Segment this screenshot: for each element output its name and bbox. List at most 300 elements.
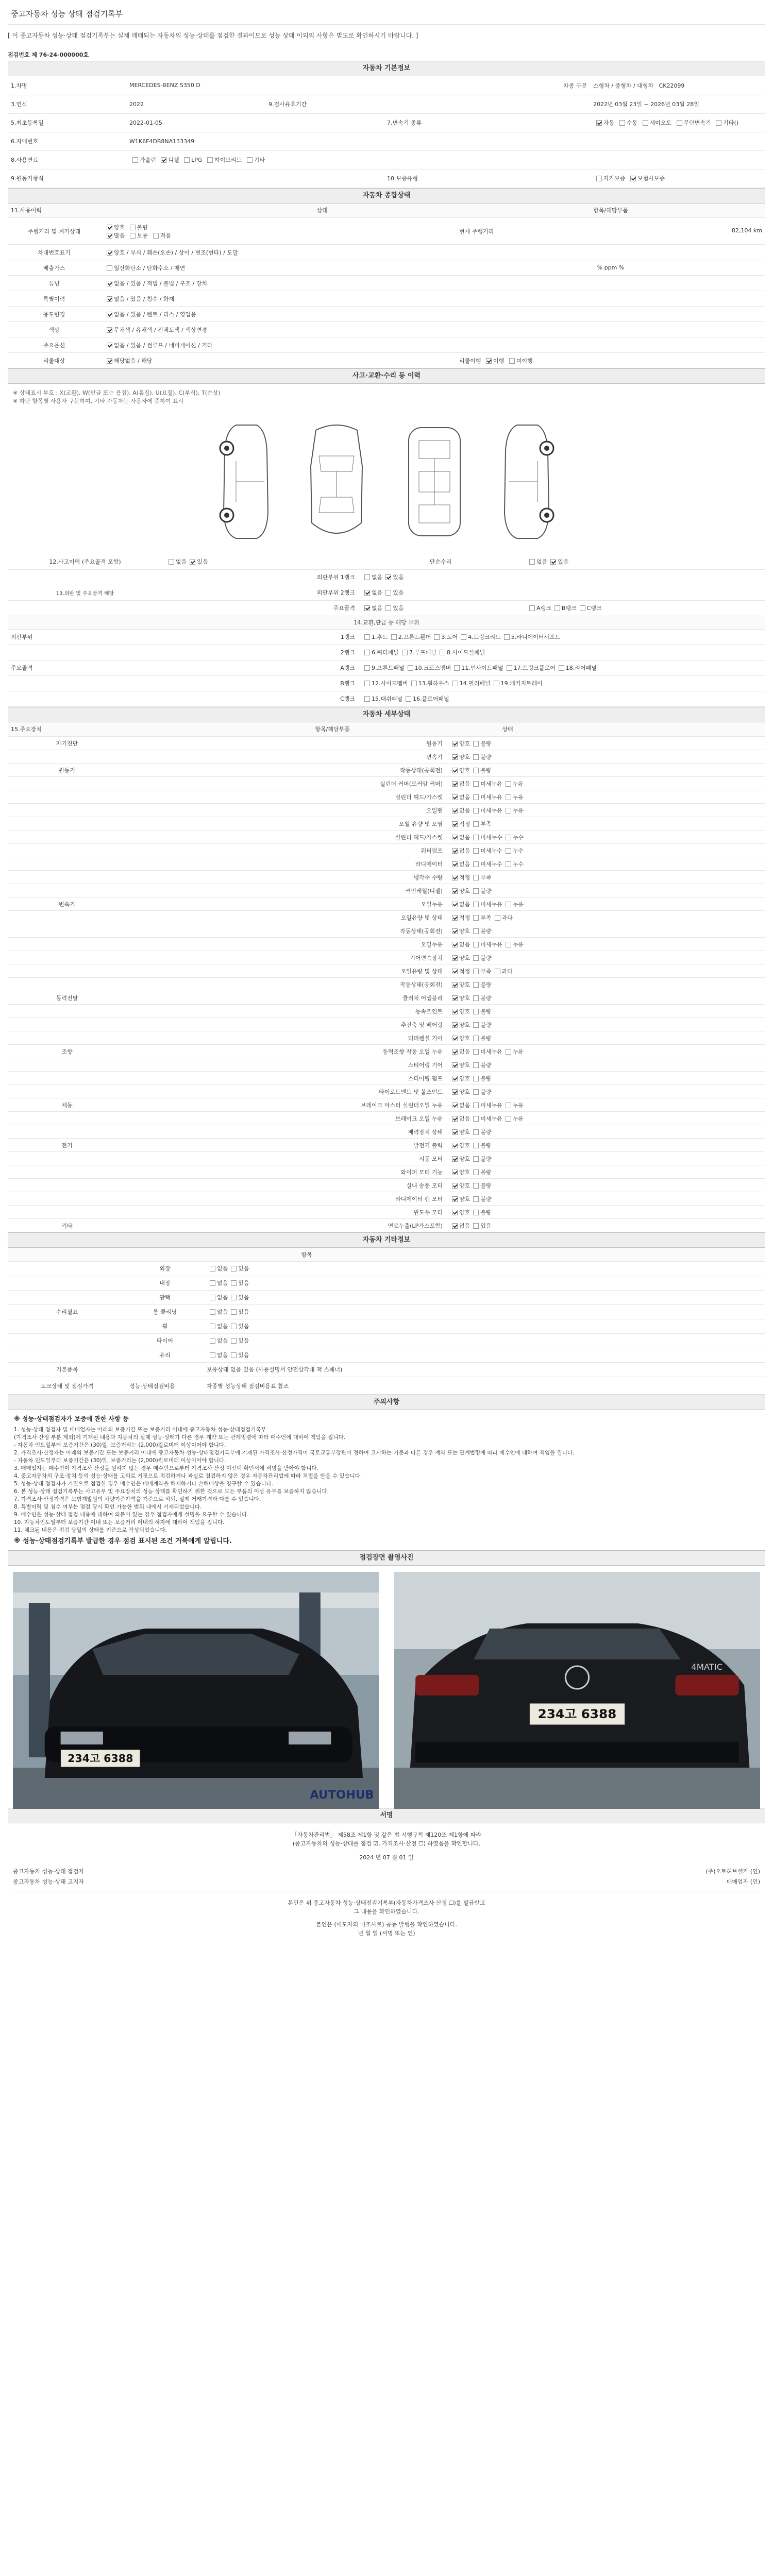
caution-line: 7. 가격조사·산정가격은 보험개발원의 차량기준가액을 기준으로 하되, 실제 거래가격과 다를 수 있습니다. bbox=[14, 1496, 261, 1502]
detail-state-checkbox[interactable] bbox=[473, 1223, 479, 1229]
detail-state-option: 부족 bbox=[480, 914, 492, 921]
other-state-checkbox[interactable] bbox=[210, 1280, 215, 1286]
detail-state-option: 없음 bbox=[459, 793, 470, 801]
detail-state-checkbox[interactable] bbox=[452, 768, 458, 773]
other-item-label: 휠 bbox=[126, 1319, 204, 1333]
other-state-checkbox[interactable] bbox=[231, 1352, 237, 1358]
caution-line: 8. 특별이력 및 침수 여부는 점검 당시 확인 가능한 범위 내에서 기재되었습니다. bbox=[14, 1504, 202, 1510]
detail-state-option: 누유 bbox=[512, 1115, 524, 1122]
detail-state-checkbox[interactable] bbox=[473, 955, 479, 961]
detail-item-state bbox=[446, 1005, 569, 1018]
sign-date: 2024 년 07 월 01 일 bbox=[359, 1854, 414, 1861]
other-item-state bbox=[204, 1261, 410, 1276]
section-caution: 주의사항 bbox=[8, 1395, 765, 1410]
detail-state-option: 불량 bbox=[480, 740, 492, 747]
detail-state-checkbox[interactable] bbox=[473, 928, 479, 934]
detail-state-option: 불량 bbox=[480, 1021, 492, 1028]
basic-items-value: 보유상태 없음 있음 (사용설명서 안전삼각대 잭 스패너) bbox=[204, 1363, 765, 1377]
detail-row bbox=[8, 857, 765, 871]
basic-info-table bbox=[8, 76, 765, 188]
repair-needed-label: 수리필요 bbox=[8, 1304, 126, 1319]
front-brand-text: AUTOHUB bbox=[310, 1788, 374, 1802]
other-state-option: 없음 bbox=[217, 1309, 228, 1315]
detail-state-option: 불량 bbox=[480, 767, 492, 774]
detail-group-label: 변속기 bbox=[8, 897, 126, 911]
fuel-gasoline-checkbox[interactable] bbox=[132, 157, 138, 163]
detail-state-option: 양호 bbox=[459, 1075, 470, 1082]
detail-state-option: 불량 bbox=[480, 1168, 492, 1176]
damage-diagram bbox=[8, 384, 765, 554]
other-state-checkbox[interactable] bbox=[210, 1309, 215, 1315]
detail-state-checkbox[interactable] bbox=[452, 835, 458, 840]
rank2-label: 외판부위 2랭크 bbox=[162, 585, 358, 600]
detail-state-checkbox[interactable] bbox=[473, 1089, 479, 1095]
detail-state-checkbox[interactable] bbox=[452, 1183, 458, 1189]
fuel-etc-checkbox[interactable] bbox=[247, 157, 253, 163]
detail-state-checkbox[interactable] bbox=[452, 1076, 458, 1081]
caution-line: 2. 가격조사·산정자는 아래의 보증기간 또는 보증거리 이내에 중고자동차 성능·상태점검기록부에 기재된 가격조사·산정가격이 국토교통부장관이 정하여 고시하는 기준과 다른 경우 계약 또는 관계법령에 따라 매수인에 대하여 책임을 집니다. bbox=[14, 1450, 575, 1456]
detail-state-checkbox[interactable] bbox=[473, 754, 479, 760]
detail-state-checkbox[interactable] bbox=[452, 848, 458, 854]
detail-state-checkbox[interactable] bbox=[473, 1103, 479, 1108]
caution-lines bbox=[14, 1426, 759, 1534]
other-state-checkbox[interactable] bbox=[210, 1338, 215, 1344]
other-item-state bbox=[204, 1276, 410, 1290]
detail-item-label: 오일팬 bbox=[219, 804, 446, 817]
other-item-state bbox=[204, 1304, 410, 1319]
detail-row bbox=[8, 1005, 765, 1018]
engine-type-label: 9.원동기형식 bbox=[8, 169, 126, 188]
detail-state-checkbox[interactable] bbox=[473, 1062, 479, 1068]
detail-state-option: 없음 bbox=[459, 1101, 470, 1109]
detail-item-label: 기어변속장치 bbox=[219, 951, 446, 964]
detail-item-state bbox=[446, 964, 569, 978]
detail-state-checkbox[interactable] bbox=[506, 808, 511, 814]
fuel-diesel-checkbox[interactable] bbox=[161, 157, 166, 163]
front-car-photo-image bbox=[13, 1572, 379, 1809]
detail-state-checkbox[interactable] bbox=[473, 915, 479, 921]
detail-state-checkbox[interactable] bbox=[473, 768, 479, 773]
detail-state-checkbox[interactable] bbox=[473, 835, 479, 840]
caution-closing: ※ 성능·상태점검기록부 발급한 경우 점검 표시된 조건 거북에게 알립니다. bbox=[14, 1537, 232, 1545]
detail-row bbox=[8, 1152, 765, 1165]
other-item-state bbox=[204, 1319, 410, 1333]
detail-item-label: 스티어링 펌프 bbox=[219, 1072, 446, 1085]
detail-row bbox=[8, 1165, 765, 1179]
detail-state-checkbox[interactable] bbox=[452, 982, 458, 988]
detail-state-checkbox[interactable] bbox=[452, 875, 458, 880]
detail-state-option: 불량 bbox=[480, 887, 492, 894]
detail-item-state bbox=[446, 991, 569, 1005]
transmission-etc-checkbox[interactable] bbox=[716, 120, 721, 126]
receipt-line-4: 년 월 일 (서명 또는 인) bbox=[358, 1930, 415, 1937]
detail-state-checkbox[interactable] bbox=[452, 928, 458, 934]
detail-state-checkbox[interactable] bbox=[452, 888, 458, 894]
detail-item-state bbox=[446, 951, 569, 964]
recall-label: 리콜대상 bbox=[8, 353, 100, 368]
detail-item-label: 타이로드엔드 및 볼조인트 bbox=[219, 1085, 446, 1098]
detail-row bbox=[8, 1085, 765, 1098]
detail-state-option: 양호 bbox=[459, 767, 470, 774]
detail-state-checkbox[interactable] bbox=[473, 1049, 479, 1055]
detail-state-checkbox[interactable] bbox=[473, 995, 479, 1001]
detail-state-checkbox[interactable] bbox=[452, 1062, 458, 1068]
car-code: CK22099 bbox=[659, 82, 685, 89]
detail-state-checkbox[interactable] bbox=[452, 741, 458, 747]
transmission-cvt-checkbox[interactable] bbox=[677, 120, 682, 126]
recall-notdone-checkbox[interactable] bbox=[509, 358, 515, 364]
detail-state-checkbox[interactable] bbox=[506, 1116, 511, 1122]
fuel-lpg-checkbox[interactable] bbox=[184, 157, 190, 163]
detail-state-checkbox[interactable] bbox=[452, 969, 458, 974]
detail-state-checkbox[interactable] bbox=[452, 1170, 458, 1175]
outer-panel-group: 외판부위 bbox=[8, 629, 162, 645]
detail-state-checkbox[interactable] bbox=[452, 955, 458, 961]
detail-row bbox=[8, 911, 765, 924]
detail-state-checkbox[interactable] bbox=[473, 902, 479, 907]
detail-state-checkbox[interactable] bbox=[473, 1143, 479, 1148]
warranty-self-checkbox[interactable] bbox=[596, 176, 602, 181]
detail-state-option: 불량 bbox=[480, 1035, 492, 1042]
detail-state-checkbox[interactable] bbox=[452, 995, 458, 1001]
detail-item-label: 디퍼렌셜 기어 bbox=[219, 1031, 446, 1045]
detail-state-checkbox[interactable] bbox=[452, 902, 458, 907]
price-value: 차종별 성능상태 점검비용표 참조 bbox=[204, 1377, 765, 1395]
accident-none-checkbox[interactable] bbox=[169, 559, 174, 565]
front-plate-text: 234고 6388 bbox=[68, 1752, 133, 1765]
detail-state-checkbox[interactable] bbox=[506, 942, 511, 947]
detail-state-checkbox[interactable] bbox=[473, 942, 479, 947]
detail-state-checkbox[interactable] bbox=[495, 969, 500, 974]
detail-state-checkbox[interactable] bbox=[452, 808, 458, 814]
detail-row bbox=[8, 1179, 765, 1192]
detail-state-option: 없음 bbox=[459, 941, 470, 948]
other-state-checkbox[interactable] bbox=[231, 1324, 237, 1329]
other-state-checkbox[interactable] bbox=[231, 1266, 237, 1272]
detail-state-option: 과다 bbox=[501, 968, 513, 975]
detail-state-option: 누유 bbox=[512, 807, 524, 814]
transmission-options: 자동 수동 세미오토 무단변속기 기타() bbox=[590, 113, 765, 132]
legend-line-2: ※ 하단 항목별 사용자 구분하며, 기타 자동차는 사용자에 준하여 표시 bbox=[13, 398, 184, 404]
recall-done-checkbox[interactable] bbox=[486, 358, 492, 364]
other-state-option: 있음 bbox=[238, 1265, 249, 1272]
detail-state-checkbox[interactable] bbox=[452, 781, 458, 787]
detail-state-checkbox[interactable] bbox=[506, 1103, 511, 1108]
detail-state-option: 양호 bbox=[459, 1142, 470, 1149]
detail-state-checkbox[interactable] bbox=[473, 1183, 479, 1189]
other-state-option: 없음 bbox=[217, 1265, 228, 1272]
detail-item-state bbox=[446, 1085, 569, 1098]
detail-state-checkbox[interactable] bbox=[473, 1036, 479, 1041]
accident-yes-checkbox[interactable] bbox=[190, 559, 195, 565]
other-state-checkbox[interactable] bbox=[210, 1324, 215, 1329]
accident-history-table: 12.사고이력 (주요골격 포함) 없음 있음 단순수리 없음 있음 외판부위 1랭크 없음 있음 13.외판 및 주요골격 해당 외판부위 2랭크 없음 있음 주요골격 없음 있음 A랭크 B랭크 C랭크 14.교환,판금 등 해당 부위 외판부위 1랭크 1.후드 2.프론트휀더 3.도어 4.트렁크리드 5.라디에이터서포트 2랭크 6.쿼터패널 7.루프패널 8.사이드실패널 주요골격 A랭크 9.프론트패널 10.크로스멤버 11.인사이드패널 17.트렁크플로어 18.리어패널 B랭크 12.사이드멤버 13.휠하우스 14.필러패널 19.패키지트레이 C랭크 15.대쉬패널 16.플로어패널 bbox=[8, 554, 765, 707]
repair-none-checkbox[interactable] bbox=[529, 559, 535, 565]
warranty-insurer-checkbox[interactable] bbox=[630, 176, 636, 181]
mileage-few-checkbox[interactable] bbox=[153, 233, 159, 239]
other-state-option: 있음 bbox=[238, 1337, 249, 1344]
detail-item-label: 라디에이터 팬 모터 bbox=[219, 1192, 446, 1206]
section-other-info: 자동차 기타정보 bbox=[8, 1232, 765, 1248]
rank1-label: 외판부위 1랭크 bbox=[162, 569, 358, 585]
detail-row bbox=[8, 1219, 765, 1232]
other-item-label: 외장 bbox=[126, 1261, 204, 1276]
detail-state-option: 미세누유 bbox=[480, 1048, 502, 1055]
detail-item-state bbox=[446, 897, 569, 911]
other-state-checkbox[interactable] bbox=[231, 1338, 237, 1344]
detail-state-option: 적정 bbox=[459, 874, 470, 881]
detail-state-checkbox[interactable] bbox=[452, 821, 458, 827]
mileage-label: 주행거리 및 계기상태 bbox=[8, 218, 100, 245]
detail-state-option: 누수 bbox=[512, 847, 524, 854]
detail-state-option: 불량 bbox=[480, 1195, 492, 1202]
price-label: 토크상태 및 점검가격 bbox=[8, 1377, 126, 1395]
detail-row bbox=[8, 884, 765, 897]
other-state-checkbox[interactable] bbox=[210, 1266, 215, 1272]
detail-state-checkbox[interactable] bbox=[473, 969, 479, 974]
mileage-many-checkbox[interactable] bbox=[107, 233, 112, 239]
detail-state-option: 누수 bbox=[512, 860, 524, 868]
section-accident: 사고·교환·수리 등 이력 bbox=[8, 368, 765, 384]
other-info-row bbox=[8, 1304, 765, 1319]
detail-row bbox=[8, 1058, 765, 1072]
fuel-hybrid-checkbox[interactable] bbox=[207, 157, 213, 163]
other-item-label: 타이어 bbox=[126, 1333, 204, 1348]
detail-state-checkbox[interactable] bbox=[452, 1049, 458, 1055]
emission-units: % ppm % bbox=[456, 260, 765, 276]
detail-state-checkbox[interactable] bbox=[506, 781, 511, 787]
detail-state-option: 없음 bbox=[459, 1222, 470, 1229]
detail-state-option: 양호 bbox=[459, 1128, 470, 1136]
other-state-checkbox[interactable] bbox=[231, 1295, 237, 1300]
detail-row bbox=[8, 991, 765, 1005]
caution-line: 10. 자동차인도일부터 보증기간 이내 또는 보증거리 이내의 하자에 대하여 책임을 집니다. bbox=[14, 1519, 225, 1526]
detail-state-checkbox[interactable] bbox=[473, 821, 479, 827]
price-note: 성능·상태점검비용 bbox=[126, 1377, 204, 1395]
detail-state-option: 불량 bbox=[480, 1155, 492, 1162]
detail-state-checkbox[interactable] bbox=[473, 861, 479, 867]
detail-state-checkbox[interactable] bbox=[473, 848, 479, 854]
caution-line: 5. 성능·상태 점검자가 거짓으로 점검한 경우 매수인은 매매계약을 해제하거나 손해배상을 청구할 수 있습니다. bbox=[14, 1481, 274, 1487]
detail-state-checkbox[interactable] bbox=[506, 861, 511, 867]
other-state-option: 있음 bbox=[238, 1323, 249, 1330]
section-general-status: 자동차 종합상태 bbox=[8, 188, 765, 204]
detail-state-option: 미세누유 bbox=[480, 941, 502, 948]
vin-mark-state: 양호 / 부식 / 훼손(오손) / 상이 / 변조(변타) / 도말 bbox=[100, 245, 456, 260]
transmission-manual-checkbox[interactable] bbox=[619, 120, 625, 126]
car-underbody-icon bbox=[396, 420, 473, 544]
detail-state-checkbox[interactable] bbox=[473, 875, 479, 880]
other-state-option: 없음 bbox=[217, 1352, 228, 1359]
detail-item-label: 추진축 및 베어링 bbox=[219, 1018, 446, 1031]
detail-state-option: 없음 bbox=[459, 807, 470, 814]
detail-state-option: 미세누유 bbox=[480, 807, 502, 814]
transmission-auto-checkbox[interactable] bbox=[596, 120, 602, 126]
detail-state-checkbox[interactable] bbox=[506, 835, 511, 840]
detail-state-checkbox[interactable] bbox=[473, 1210, 479, 1215]
other-state-checkbox[interactable] bbox=[210, 1352, 215, 1358]
usage-change-label: 용도변경 bbox=[8, 307, 100, 322]
front-photo bbox=[13, 1572, 379, 1809]
detail-state-checkbox[interactable] bbox=[452, 1103, 458, 1108]
detail-state-option: 양호 bbox=[459, 1008, 470, 1015]
detail-state-checkbox[interactable] bbox=[473, 1196, 479, 1202]
detail-state-option: 적정 bbox=[459, 820, 470, 827]
legend-line-1: ※ 상태표시 부호 : X(교환), W(판금 또는 용접), A(흠집), U(요철), C(부식), T(손상) bbox=[13, 389, 221, 396]
first-reg-value: 2022-01-05 bbox=[126, 113, 265, 132]
detail-item-state bbox=[446, 1018, 569, 1031]
detail-state-checkbox[interactable] bbox=[506, 794, 511, 800]
receipt-line-1: 본인은 위 중고자동차 성능·상태점검기록부(자동차가격조사·산정 ☐)를 발급받고 bbox=[288, 1900, 485, 1906]
detail-state-checkbox[interactable] bbox=[473, 982, 479, 988]
detail-item-state bbox=[446, 1098, 569, 1112]
detail-state-checkbox[interactable] bbox=[452, 1210, 458, 1215]
detail-state-checkbox[interactable] bbox=[452, 1116, 458, 1122]
rear-photo bbox=[394, 1572, 760, 1809]
detail-state-checkbox[interactable] bbox=[452, 1143, 458, 1148]
color-label: 색상 bbox=[8, 322, 100, 337]
gauge-bad-checkbox[interactable] bbox=[130, 225, 136, 230]
detail-state-checkbox[interactable] bbox=[473, 888, 479, 894]
detail-item-label: 브레이크 오일 누유 bbox=[219, 1112, 446, 1125]
special-history-state: 없음 / 있음 / 침수 / 화재 bbox=[100, 291, 456, 307]
detail-state-checkbox[interactable] bbox=[473, 1156, 479, 1162]
rear-plate-text: 234고 6388 bbox=[537, 1706, 617, 1721]
other-state-checkbox[interactable] bbox=[231, 1309, 237, 1315]
detail-state-checkbox[interactable] bbox=[452, 861, 458, 867]
detail-state-checkbox[interactable] bbox=[473, 1170, 479, 1175]
car-class-label: 차종 구분 bbox=[523, 76, 590, 95]
detail-state-checkbox[interactable] bbox=[473, 1076, 479, 1081]
detail-state-checkbox[interactable] bbox=[452, 1156, 458, 1162]
caution-line: 1. 성능·상태 점검자 및 매매업자는 아래의 보증기간 또는 보증거리 이내에 중고자동차 성능·상태점검기록부 bbox=[14, 1427, 266, 1433]
detail-state-option: 미세누수 bbox=[480, 860, 502, 868]
detail-row bbox=[8, 964, 765, 978]
notice-text: [ 이 중고자동차 성능·상태 점검기록부는 실제 매매되는 자동차의 성능·상태를 점검한 결과이므로 성능 상태 이외의 사항은 별도로 확인하시기 바랍니다. ] bbox=[8, 32, 418, 39]
detail-state-option: 누유 bbox=[512, 1101, 524, 1109]
detail-row bbox=[8, 844, 765, 857]
detail-item-state bbox=[446, 1045, 569, 1058]
other-info-row bbox=[8, 1319, 765, 1333]
detail-state-option: 누수 bbox=[512, 834, 524, 841]
detail-state-option: 불량 bbox=[480, 927, 492, 935]
detail-group-label: 자기진단 bbox=[8, 737, 126, 750]
detail-state-checkbox[interactable] bbox=[473, 808, 479, 814]
emission-label: 배출가스 bbox=[8, 260, 100, 276]
detail-item-state bbox=[446, 831, 569, 844]
detail-item-label: 연료누출(LP가스포함) bbox=[219, 1219, 446, 1232]
detail-state-option: 양호 bbox=[459, 954, 470, 961]
other-info-row bbox=[8, 1333, 765, 1348]
transmission-semi-checkbox[interactable] bbox=[643, 120, 648, 126]
detail-item-state bbox=[446, 1192, 569, 1206]
mileage-normal-checkbox[interactable] bbox=[130, 233, 136, 239]
detail-state-option: 미세누유 bbox=[480, 1115, 502, 1122]
rear-badge-text: 4MATIC bbox=[691, 1662, 723, 1672]
car-left-side-icon bbox=[215, 420, 277, 544]
detail-state-checkbox[interactable] bbox=[452, 1089, 458, 1095]
detail-state-checkbox[interactable] bbox=[452, 1036, 458, 1041]
detail-state-checkbox[interactable] bbox=[452, 915, 458, 921]
detail-state-option: 양호 bbox=[459, 1021, 470, 1028]
detail-state-checkbox[interactable] bbox=[473, 794, 479, 800]
detail-item-label: 와이퍼 모터 기능 bbox=[219, 1165, 446, 1179]
detail-state-checkbox[interactable] bbox=[473, 1116, 479, 1122]
car-name-value: MERCEDES-BENZ S350 D bbox=[126, 76, 265, 95]
detail-row bbox=[8, 1018, 765, 1031]
receipt-line-3: 본인은 (매도자의 미조사로) 공동 발행을 확인하였습니다. bbox=[316, 1921, 457, 1928]
detail-state-option: 누유 bbox=[512, 780, 524, 787]
gauge-good-checkbox[interactable] bbox=[107, 225, 112, 230]
rear-car-photo-image bbox=[394, 1572, 760, 1809]
detail-state-checkbox[interactable] bbox=[506, 848, 511, 854]
detail-row bbox=[8, 1112, 765, 1125]
detail-state-checkbox[interactable] bbox=[495, 915, 500, 921]
transmission-label: 7.변속기 종류 bbox=[384, 113, 523, 132]
detail-row bbox=[8, 764, 765, 777]
detail-item-state bbox=[446, 737, 569, 750]
detail-state-checkbox[interactable] bbox=[452, 1009, 458, 1014]
detail-state-checkbox[interactable] bbox=[452, 1129, 458, 1135]
detail-state-checkbox[interactable] bbox=[452, 1022, 458, 1028]
detail-row bbox=[8, 1192, 765, 1206]
detail-state-option: 양호 bbox=[459, 994, 470, 1002]
dealer-name: 매매업자 (인) bbox=[726, 1878, 760, 1885]
inspector-name: (주)오토허브셀카 (인) bbox=[705, 1868, 760, 1875]
detail-state-checkbox[interactable] bbox=[452, 754, 458, 760]
tuning-state: 없음 / 있음 / 적법 / 불법 / 구조 / 장치 bbox=[100, 276, 456, 291]
vin-mark-label: 차대번호표기 bbox=[8, 245, 100, 260]
detail-state-checkbox[interactable] bbox=[473, 1129, 479, 1135]
detail-state-checkbox[interactable] bbox=[452, 942, 458, 947]
options-label: 주요옵션 bbox=[8, 337, 100, 353]
detail-item-label: 라디에이터 bbox=[219, 857, 446, 871]
detail-state-checkbox[interactable] bbox=[473, 741, 479, 747]
detail-state-checkbox[interactable] bbox=[473, 1022, 479, 1028]
receipt-line-2: 그 내용을 확인하였습니다. bbox=[354, 1908, 419, 1915]
detail-state-checkbox[interactable] bbox=[452, 1196, 458, 1202]
detail-header-state: 상태 bbox=[446, 722, 569, 737]
detail-state-checkbox[interactable] bbox=[506, 1049, 511, 1055]
detail-state-checkbox[interactable] bbox=[506, 902, 511, 907]
car-top-view-icon bbox=[300, 420, 373, 544]
detail-state-checkbox[interactable] bbox=[452, 1223, 458, 1229]
other-info-extra bbox=[8, 1363, 765, 1395]
detail-item-state bbox=[446, 924, 569, 938]
detail-state-option: 누유 bbox=[512, 941, 524, 948]
detail-state-option: 양호 bbox=[459, 887, 470, 894]
detail-state-checkbox[interactable] bbox=[452, 794, 458, 800]
detail-group-label: 제동 bbox=[8, 1098, 126, 1112]
car-name-label: 1.차명 bbox=[8, 76, 126, 95]
detail-item-state bbox=[446, 1219, 569, 1232]
repair-yes-checkbox[interactable] bbox=[550, 559, 556, 565]
detail-state-checkbox[interactable] bbox=[473, 1009, 479, 1014]
detail-state-option: 누유 bbox=[512, 1048, 524, 1055]
warranty-options: 자가보증 보험사보증 bbox=[590, 169, 765, 188]
model-year-value: 2022 bbox=[126, 95, 265, 113]
other-state-checkbox[interactable] bbox=[231, 1280, 237, 1286]
other-item-label: 광택 bbox=[126, 1290, 204, 1304]
detail-state-checkbox[interactable] bbox=[473, 781, 479, 787]
detail-item-label: 워터펌프 bbox=[219, 844, 446, 857]
fuel-options: 가솔린 디젤 LPG 하이브리드 기타 bbox=[126, 150, 523, 169]
detail-state-option: 양호 bbox=[459, 1061, 470, 1069]
detail-item-label: 원동기 bbox=[219, 737, 446, 750]
other-state-checkbox[interactable] bbox=[210, 1295, 215, 1300]
vin-label: 6.차대번호 bbox=[8, 132, 126, 150]
caution-line: - 자동차 인도일부터 보증기간은 (30)일, 보증거리는 (2,000)킬로미터 이상이어야 합니다. bbox=[14, 1458, 226, 1464]
